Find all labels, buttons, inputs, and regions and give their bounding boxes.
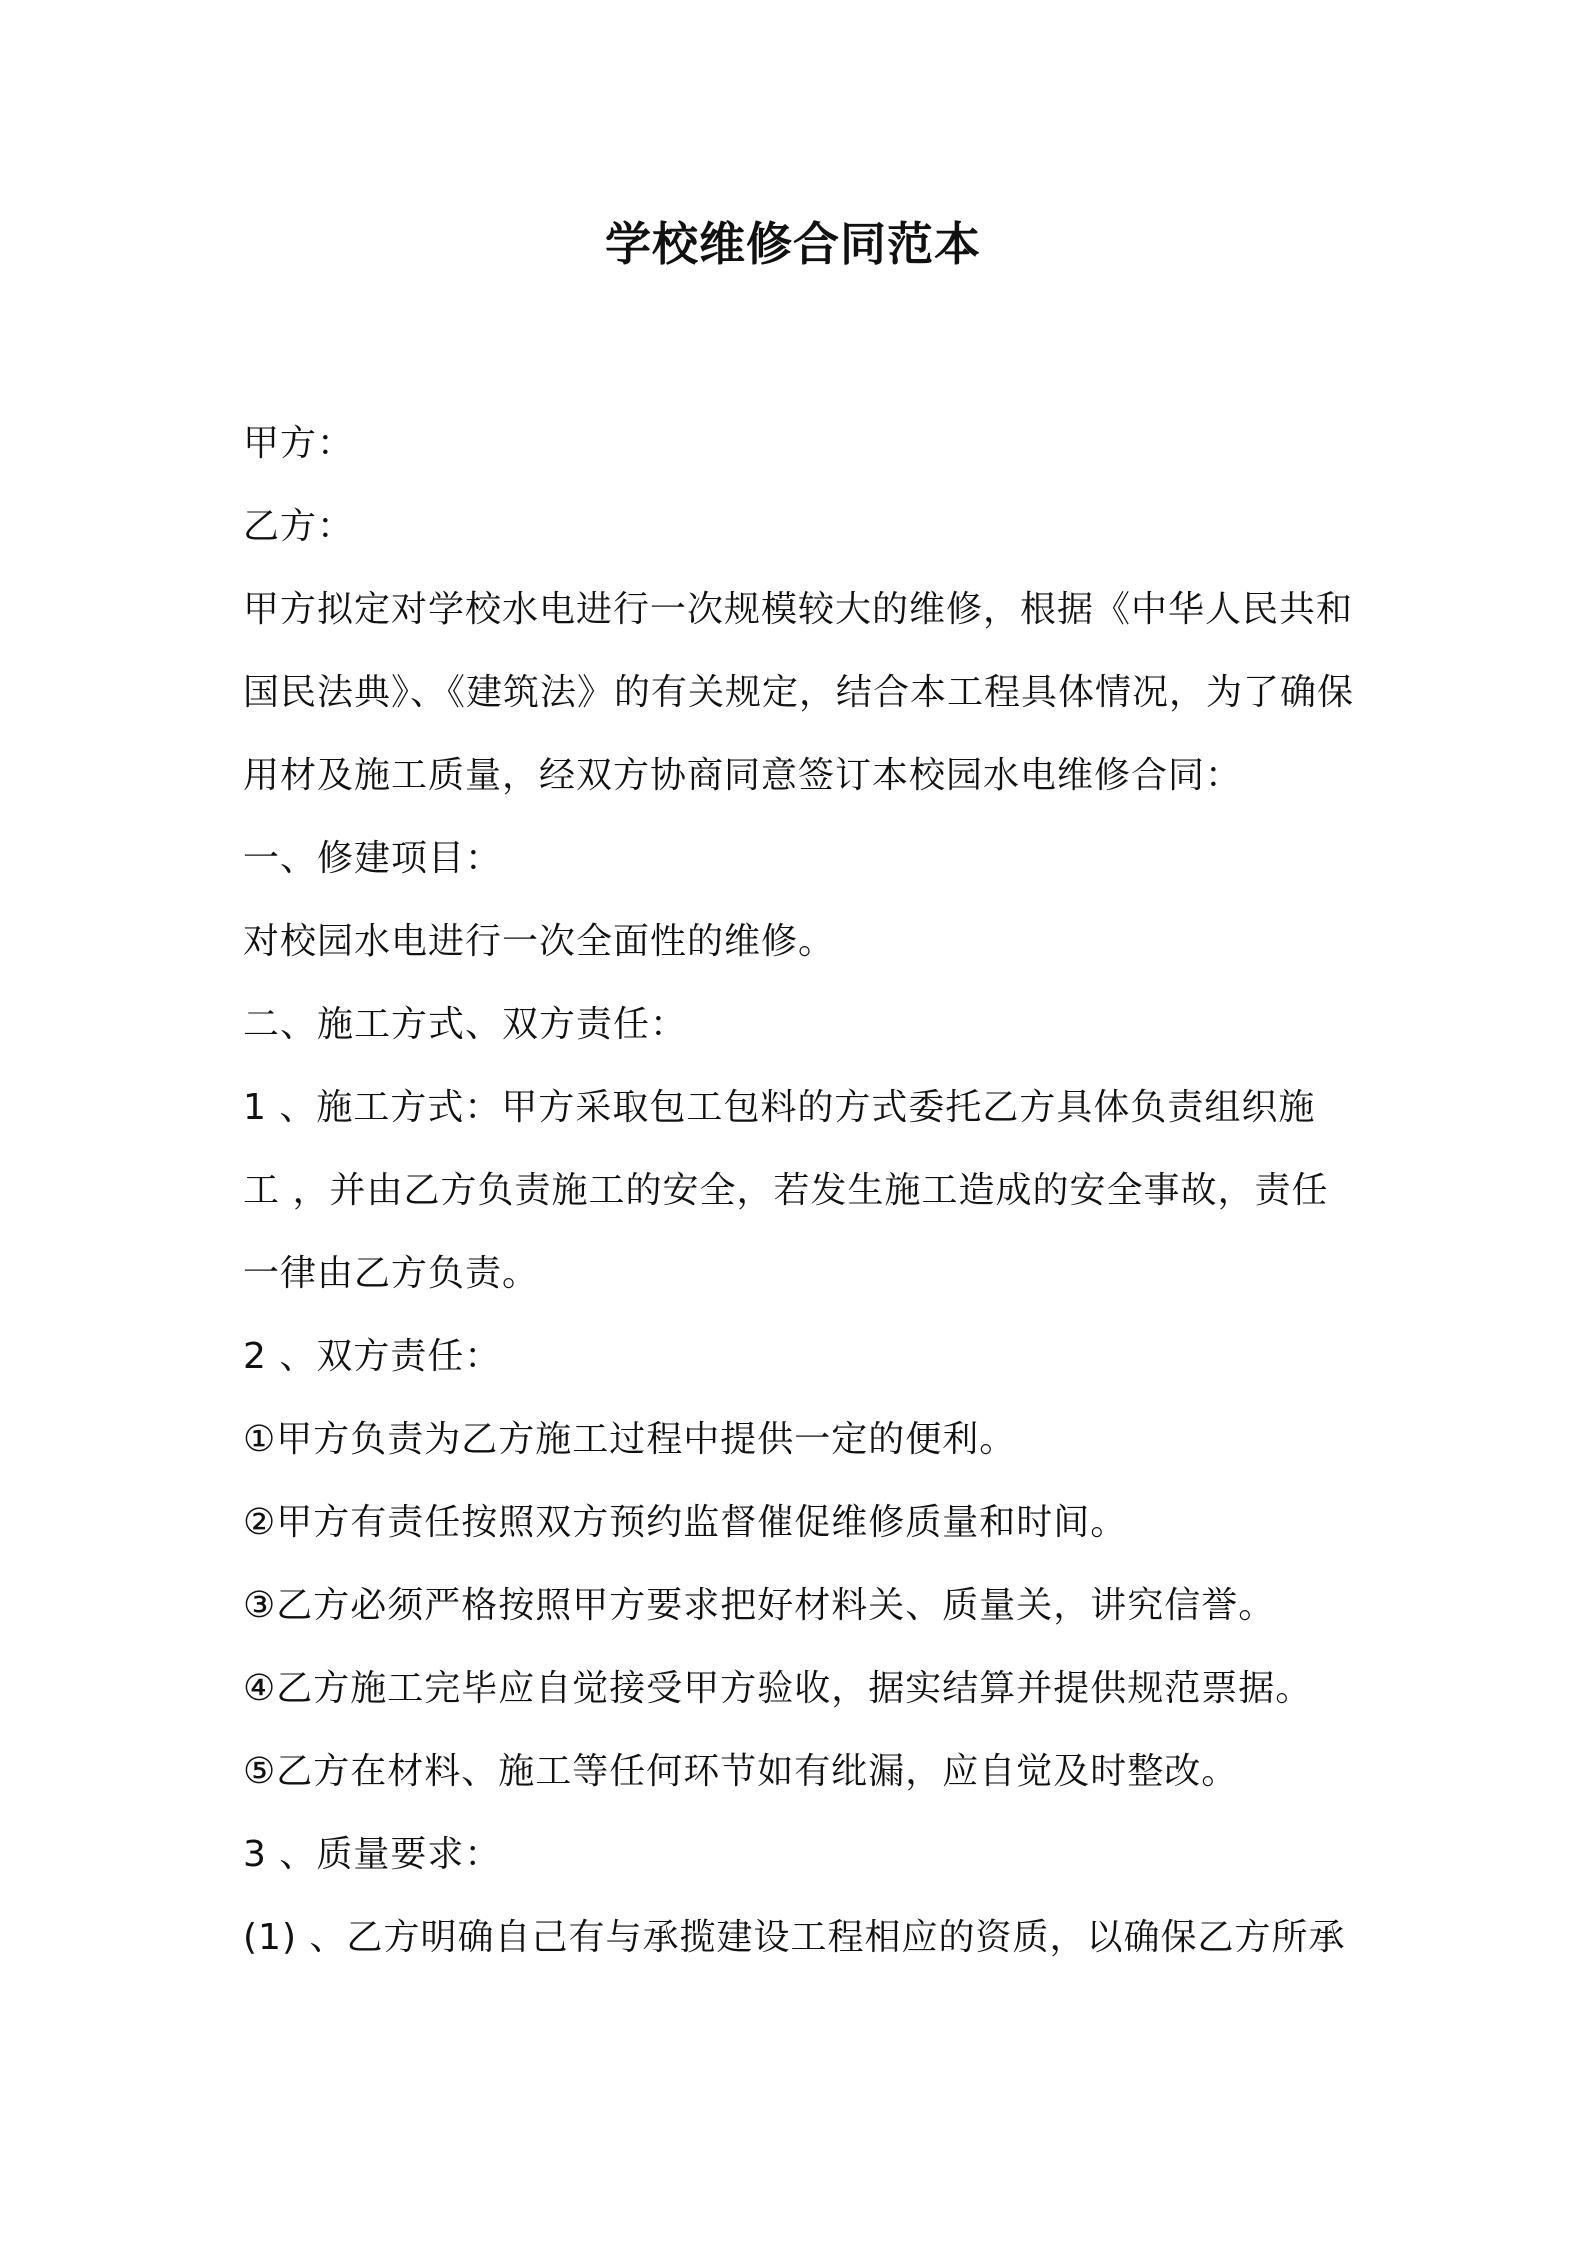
list-item: ①甲方负责为乙方施工过程中提供一定的便利。: [243, 1419, 1017, 1460]
list-item: ②甲方有责任按照双方预约监督催促维修质量和时间。: [243, 1502, 1128, 1543]
clause-line: (1) 、乙方明确自己有与承揽建设工程相应的资质，以确保乙方所承: [243, 1917, 1346, 1958]
section-heading: 二、施工方式、双方责任：: [243, 1004, 688, 1045]
paragraph-line: 用材及施工质量，经双方协商同意签订本校园水电维修合同：: [243, 755, 1243, 796]
list-item: ④乙方施工完毕应自觉接受甲方验收，据实结算并提供规范票据。: [243, 1668, 1313, 1709]
list-item: ③乙方必须严格按照甲方要求把好材料关、质量关，讲究信誉。: [243, 1585, 1276, 1626]
section-heading: 一、修建项目：: [243, 838, 503, 879]
document-body: [243, 402, 1353, 1979]
clause-heading: 3 、质量要求：: [243, 1834, 502, 1875]
party-b-line: 乙方：: [243, 506, 355, 547]
clause-heading: 2 、双方责任：: [243, 1336, 502, 1377]
party-a-line: 甲方：: [243, 423, 355, 464]
paragraph-line: 对校园水电进行一次全面性的维修。: [243, 921, 836, 962]
clause-line: 一律由乙方负责。: [243, 1253, 540, 1294]
paragraph-line: 甲方拟定对学校水电进行一次规模较大的维修，根据《中华人民共和: [243, 589, 1354, 630]
clause-line: 工 ，并由乙方负责施工的安全，若发生施工造成的安全事故，责任: [243, 1170, 1329, 1211]
document-title: 学校维修合同范本: [605, 217, 981, 271]
list-item: ⑤乙方在材料、施工等任何环节如有纰漏，应自觉及时整改。: [243, 1751, 1239, 1792]
paragraph-line: 国民法典》、《建筑法》的有关规定，结合本工程具体情况，为了确保: [243, 672, 1355, 713]
clause-line: 1 、施工方式：甲方采取包工包料的方式委托乙方具体负责组织施: [243, 1087, 1316, 1128]
